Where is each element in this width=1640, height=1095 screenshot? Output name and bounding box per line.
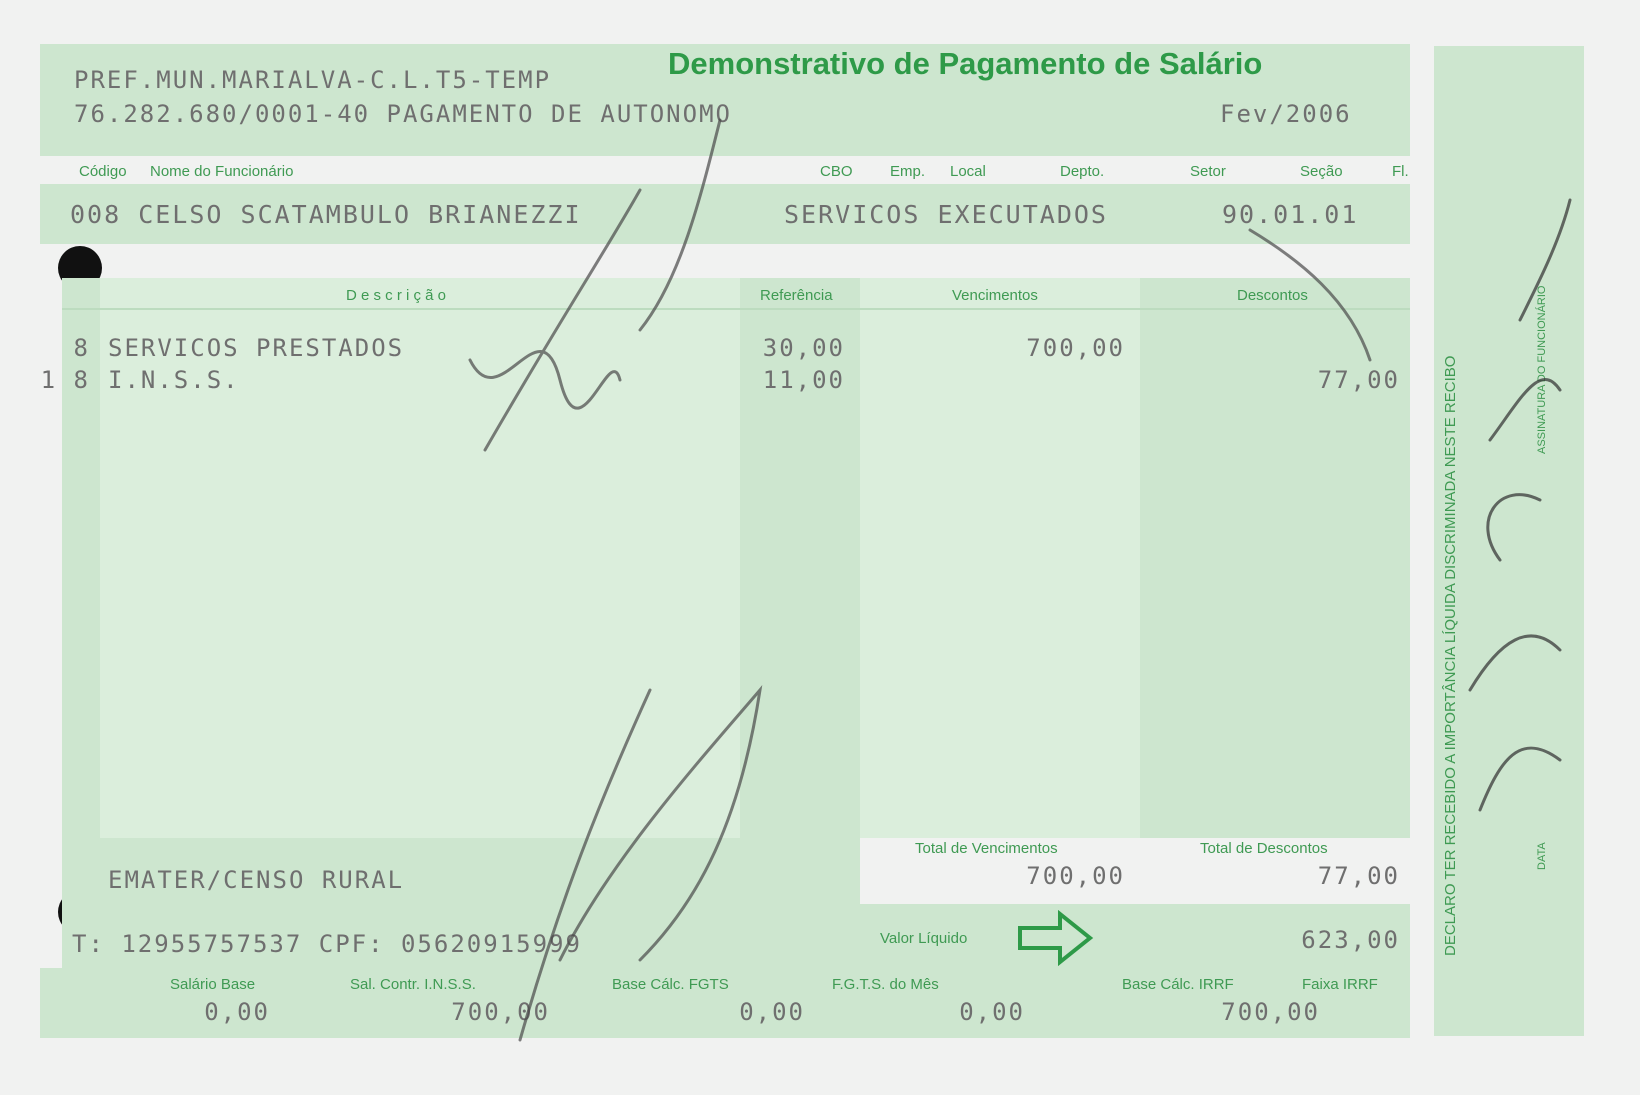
- earnings-column: [860, 278, 1140, 838]
- base-inss-label: Sal. Contr. I.N.S.S.: [350, 976, 476, 993]
- total-earnings: 700,00: [1026, 862, 1125, 890]
- label-fl: Fl.: [1392, 163, 1409, 180]
- label-cbo: CBO: [820, 163, 853, 180]
- base-fgts-label: Base Cálc. FGTS: [612, 976, 729, 993]
- total-earnings-label: Total de Vencimentos: [915, 840, 1058, 857]
- employee-code-name: 008 CELSO SCATAMBULO BRIANEZZI: [70, 200, 582, 229]
- receipt-declaration: DECLARO TER RECEBIDO A IMPORTÂNCIA LÍQUIDA DISCRIMINADA NESTE RECIBO: [1442, 355, 1459, 956]
- row-2-description: I.N.S.S.: [108, 366, 240, 394]
- row-2-reference: 11,00: [762, 366, 845, 394]
- header-underline: [62, 308, 1410, 310]
- period: Fev/2006: [1220, 100, 1352, 128]
- arrow-right-icon: [1018, 910, 1094, 966]
- header-descricao: D e s c r i ç ã o: [346, 287, 447, 304]
- company-line: PREF.MUN.MARIALVA-C.L.T5-TEMP: [74, 66, 552, 94]
- employee-sector: 90.01.01: [1222, 200, 1359, 229]
- description-column: [100, 278, 740, 838]
- row-1-code: 8: [73, 334, 90, 362]
- label-setor: Setor: [1190, 163, 1226, 180]
- base-inss-value: 700,00: [451, 998, 550, 1026]
- row-1-description: SERVICOS PRESTADOS: [108, 334, 405, 362]
- base-fgts-value: 0,00: [739, 998, 805, 1026]
- cnpj-line: 76.282.680/0001-40 PAGAMENTO DE AUTONOMO: [74, 100, 732, 128]
- label-local: Local: [950, 163, 986, 180]
- label-codigo: Código: [79, 163, 127, 180]
- label-emp: Emp.: [890, 163, 926, 180]
- base-irrf-value: 700,00: [1221, 998, 1320, 1026]
- base-salario-label: Salário Base: [170, 976, 256, 993]
- employee-department: SERVICOS EXECUTADOS: [784, 200, 1108, 229]
- net-value-label: Valor Líquido: [880, 930, 968, 947]
- row-1-earnings: 700,00: [1026, 334, 1125, 362]
- reference-column: [740, 278, 860, 838]
- label-secao: Seção: [1300, 163, 1343, 180]
- total-deductions: 77,00: [1317, 862, 1400, 890]
- receipt-data-label: DATA: [1536, 842, 1548, 870]
- header-referencia: Referência: [760, 287, 833, 304]
- row-1-reference: 30,00: [762, 334, 845, 362]
- footer-note: EMATER/CENSO RURAL: [108, 866, 405, 894]
- header-vencimentos: Vencimentos: [952, 287, 1038, 304]
- label-depto: Depto.: [1060, 163, 1105, 180]
- net-value: 623,00: [1301, 926, 1400, 954]
- base-irrf-label: Base Cálc. IRRF: [1122, 976, 1234, 993]
- deductions-column: [1140, 278, 1410, 838]
- row-2-deductions: 77,00: [1317, 366, 1400, 394]
- footer-ids: T: 12955757537 CPF: 05620915999: [72, 930, 582, 958]
- base-salario-value: 0,00: [204, 998, 270, 1026]
- header-descontos: Descontos: [1237, 287, 1308, 304]
- fgts-month-value: 0,00: [959, 998, 1025, 1026]
- total-deductions-label: Total de Descontos: [1200, 840, 1328, 857]
- receipt-signature-label: ASSINATURA DO FUNCIONÁRIO: [1536, 285, 1548, 454]
- row-2-code: 1 8: [40, 366, 90, 394]
- document-title: Demonstrativo de Pagamento de Salário: [668, 46, 1263, 81]
- faixa-irrf-label: Faixa IRRF: [1302, 976, 1378, 993]
- fgts-month-label: F.G.T.S. do Mês: [832, 976, 939, 993]
- label-nome: Nome do Funcionário: [150, 163, 294, 180]
